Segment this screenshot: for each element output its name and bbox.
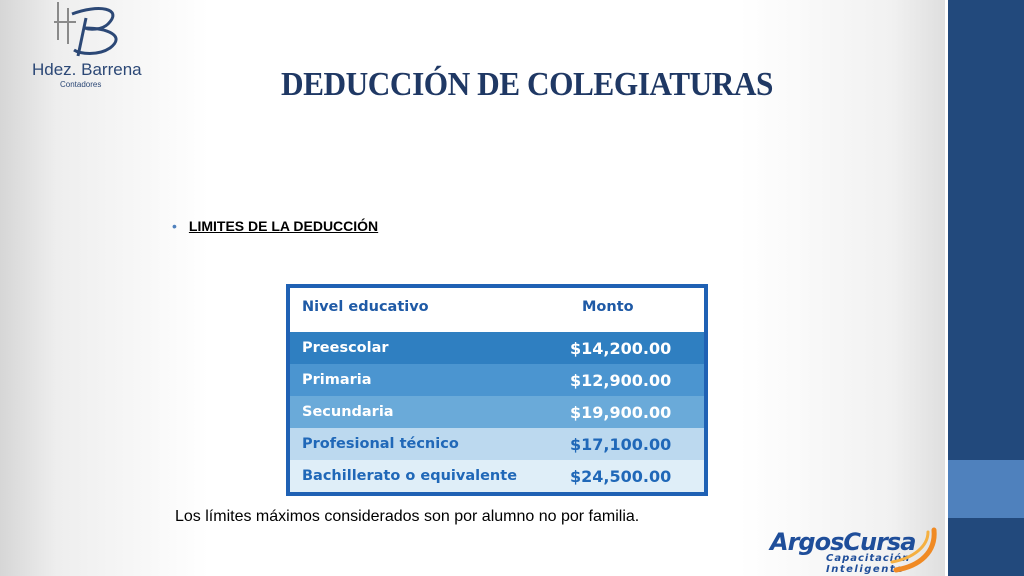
logo-name: Hdez. Barrena xyxy=(32,60,142,79)
cell-nivel: Secundaria xyxy=(290,396,558,428)
cell-monto: $12,900.00 xyxy=(558,364,704,396)
brand-tagline-2: Inteligente xyxy=(826,564,905,575)
slide-title: DEDUCCIÓN DE COLEGIATURAS xyxy=(281,66,773,103)
bullet-icon: • xyxy=(172,218,177,234)
footnote-text: Los límites máximos considerados son por alumno no por familia. xyxy=(175,508,640,525)
logo-subtitle: Contadores xyxy=(60,80,102,89)
table-row xyxy=(290,396,704,428)
swoosh-icon xyxy=(890,526,944,576)
cell-nivel: Profesional técnico xyxy=(290,428,558,460)
cell-nivel: Bachillerato o equivalente xyxy=(290,460,558,492)
header-monto: Monto xyxy=(558,288,704,329)
table-header-row xyxy=(290,288,704,329)
cell-monto: $19,900.00 xyxy=(558,396,704,428)
table-inner xyxy=(290,288,704,492)
bullet-item xyxy=(172,218,378,234)
brand-name-part1: Argos xyxy=(770,528,844,556)
table-row xyxy=(290,460,704,492)
cell-nivel: Primaria xyxy=(290,364,558,396)
sidebar-accent-block xyxy=(948,460,1024,518)
cell-monto: $24,500.00 xyxy=(558,460,704,492)
bullet-heading: LIMITES DE LA DEDUCCIÓN xyxy=(188,218,379,234)
brand-name-part2: Cursa xyxy=(843,528,916,556)
hb-monogram-icon xyxy=(28,0,138,62)
limits-table xyxy=(290,288,704,492)
deduction-limits-table xyxy=(286,284,708,496)
table-row xyxy=(290,364,704,396)
table-row xyxy=(290,428,704,460)
header-nivel-educativo: Nivel educativo xyxy=(290,288,558,329)
cell-nivel: Preescolar xyxy=(290,329,558,364)
cell-monto: $14,200.00 xyxy=(558,329,704,364)
cell-monto: $17,100.00 xyxy=(558,428,704,460)
argoscursa-logo xyxy=(770,526,944,576)
brand-tagline-1: Capacitación xyxy=(826,553,911,564)
table-row xyxy=(290,329,704,364)
